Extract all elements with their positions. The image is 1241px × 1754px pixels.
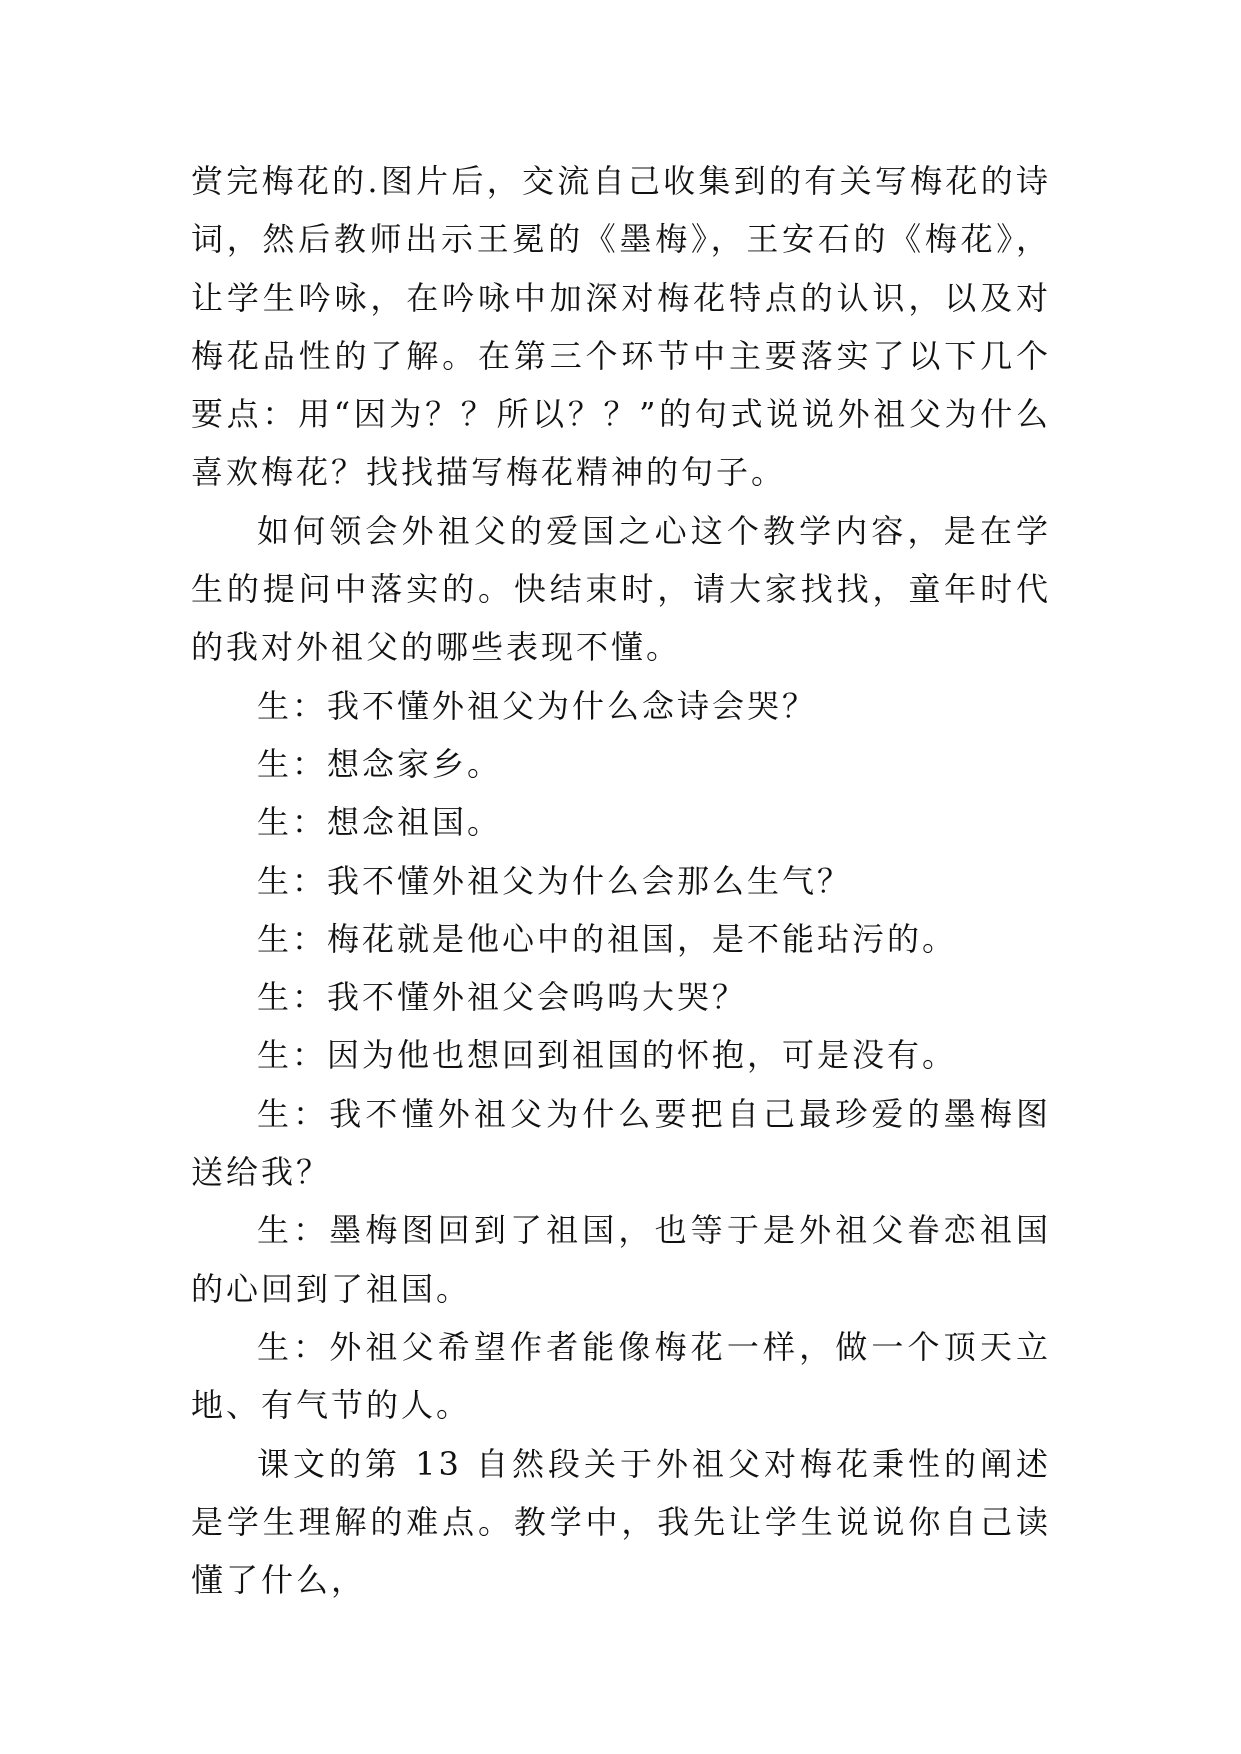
dialogue-line-10: 生：外祖父希望作者能像梅花一样，做一个顶天立地、有气节的人。 — [191, 1327, 1051, 1425]
dialogue-line-8: 生：我不懂外祖父为什么要把自己最珍爱的墨梅图送给我？ — [191, 1094, 1051, 1192]
dialogue-line-9: 生：墨梅图回到了祖国，也等于是外祖父眷恋祖国的心回到了祖国。 — [191, 1211, 1051, 1308]
dialogue-line-5: 生：梅花就是他心中的祖国，是不能玷污的。 — [257, 919, 958, 958]
dialogue-line-7: 生：因为他也想回到祖国的怀抱，可是没有。 — [257, 1036, 958, 1075]
dialogue-line-4: 生：我不懂外祖父为什么会那么生气？ — [257, 861, 853, 900]
paragraph-final: 课文的第 13 自然段关于外祖父对梅花秉性的阐述是学生理解的难点。教学中，我先让学生说说你自己读懂了什么， — [191, 1444, 1051, 1600]
document-body — [191, 152, 1051, 1609]
paragraph-1: 赏完梅花的.图片后，交流自己收集到的有关写梅花的诗词，然后教师出示王冕的《墨梅》，王安石的《梅花》，让学生吟咏，在吟咏中加深对梅花特点的认识，以及对梅花品性的了解。在第三个环节中主要落实了以下几个要点：用“因为？？所以？？”的句式说说外祖父为什么喜欢梅花？找找描写梅花精神的句子。 — [191, 162, 1051, 492]
dialogue-line-6: 生：我不懂外祖父会呜呜大哭？ — [257, 978, 748, 1017]
dialogue-line-1: 生：我不懂外祖父为什么念诗会哭？ — [257, 686, 818, 725]
dialogue-line-3: 生：想念祖国。 — [257, 803, 503, 842]
paragraph-2: 如何领会外祖父的爱国之心这个教学内容，是在学生的提问中落实的。快结束时，请大家找找，童年时代的我对外祖父的哪些表现不懂。 — [191, 511, 1051, 667]
dialogue-line-2: 生：想念家乡。 — [257, 744, 503, 783]
